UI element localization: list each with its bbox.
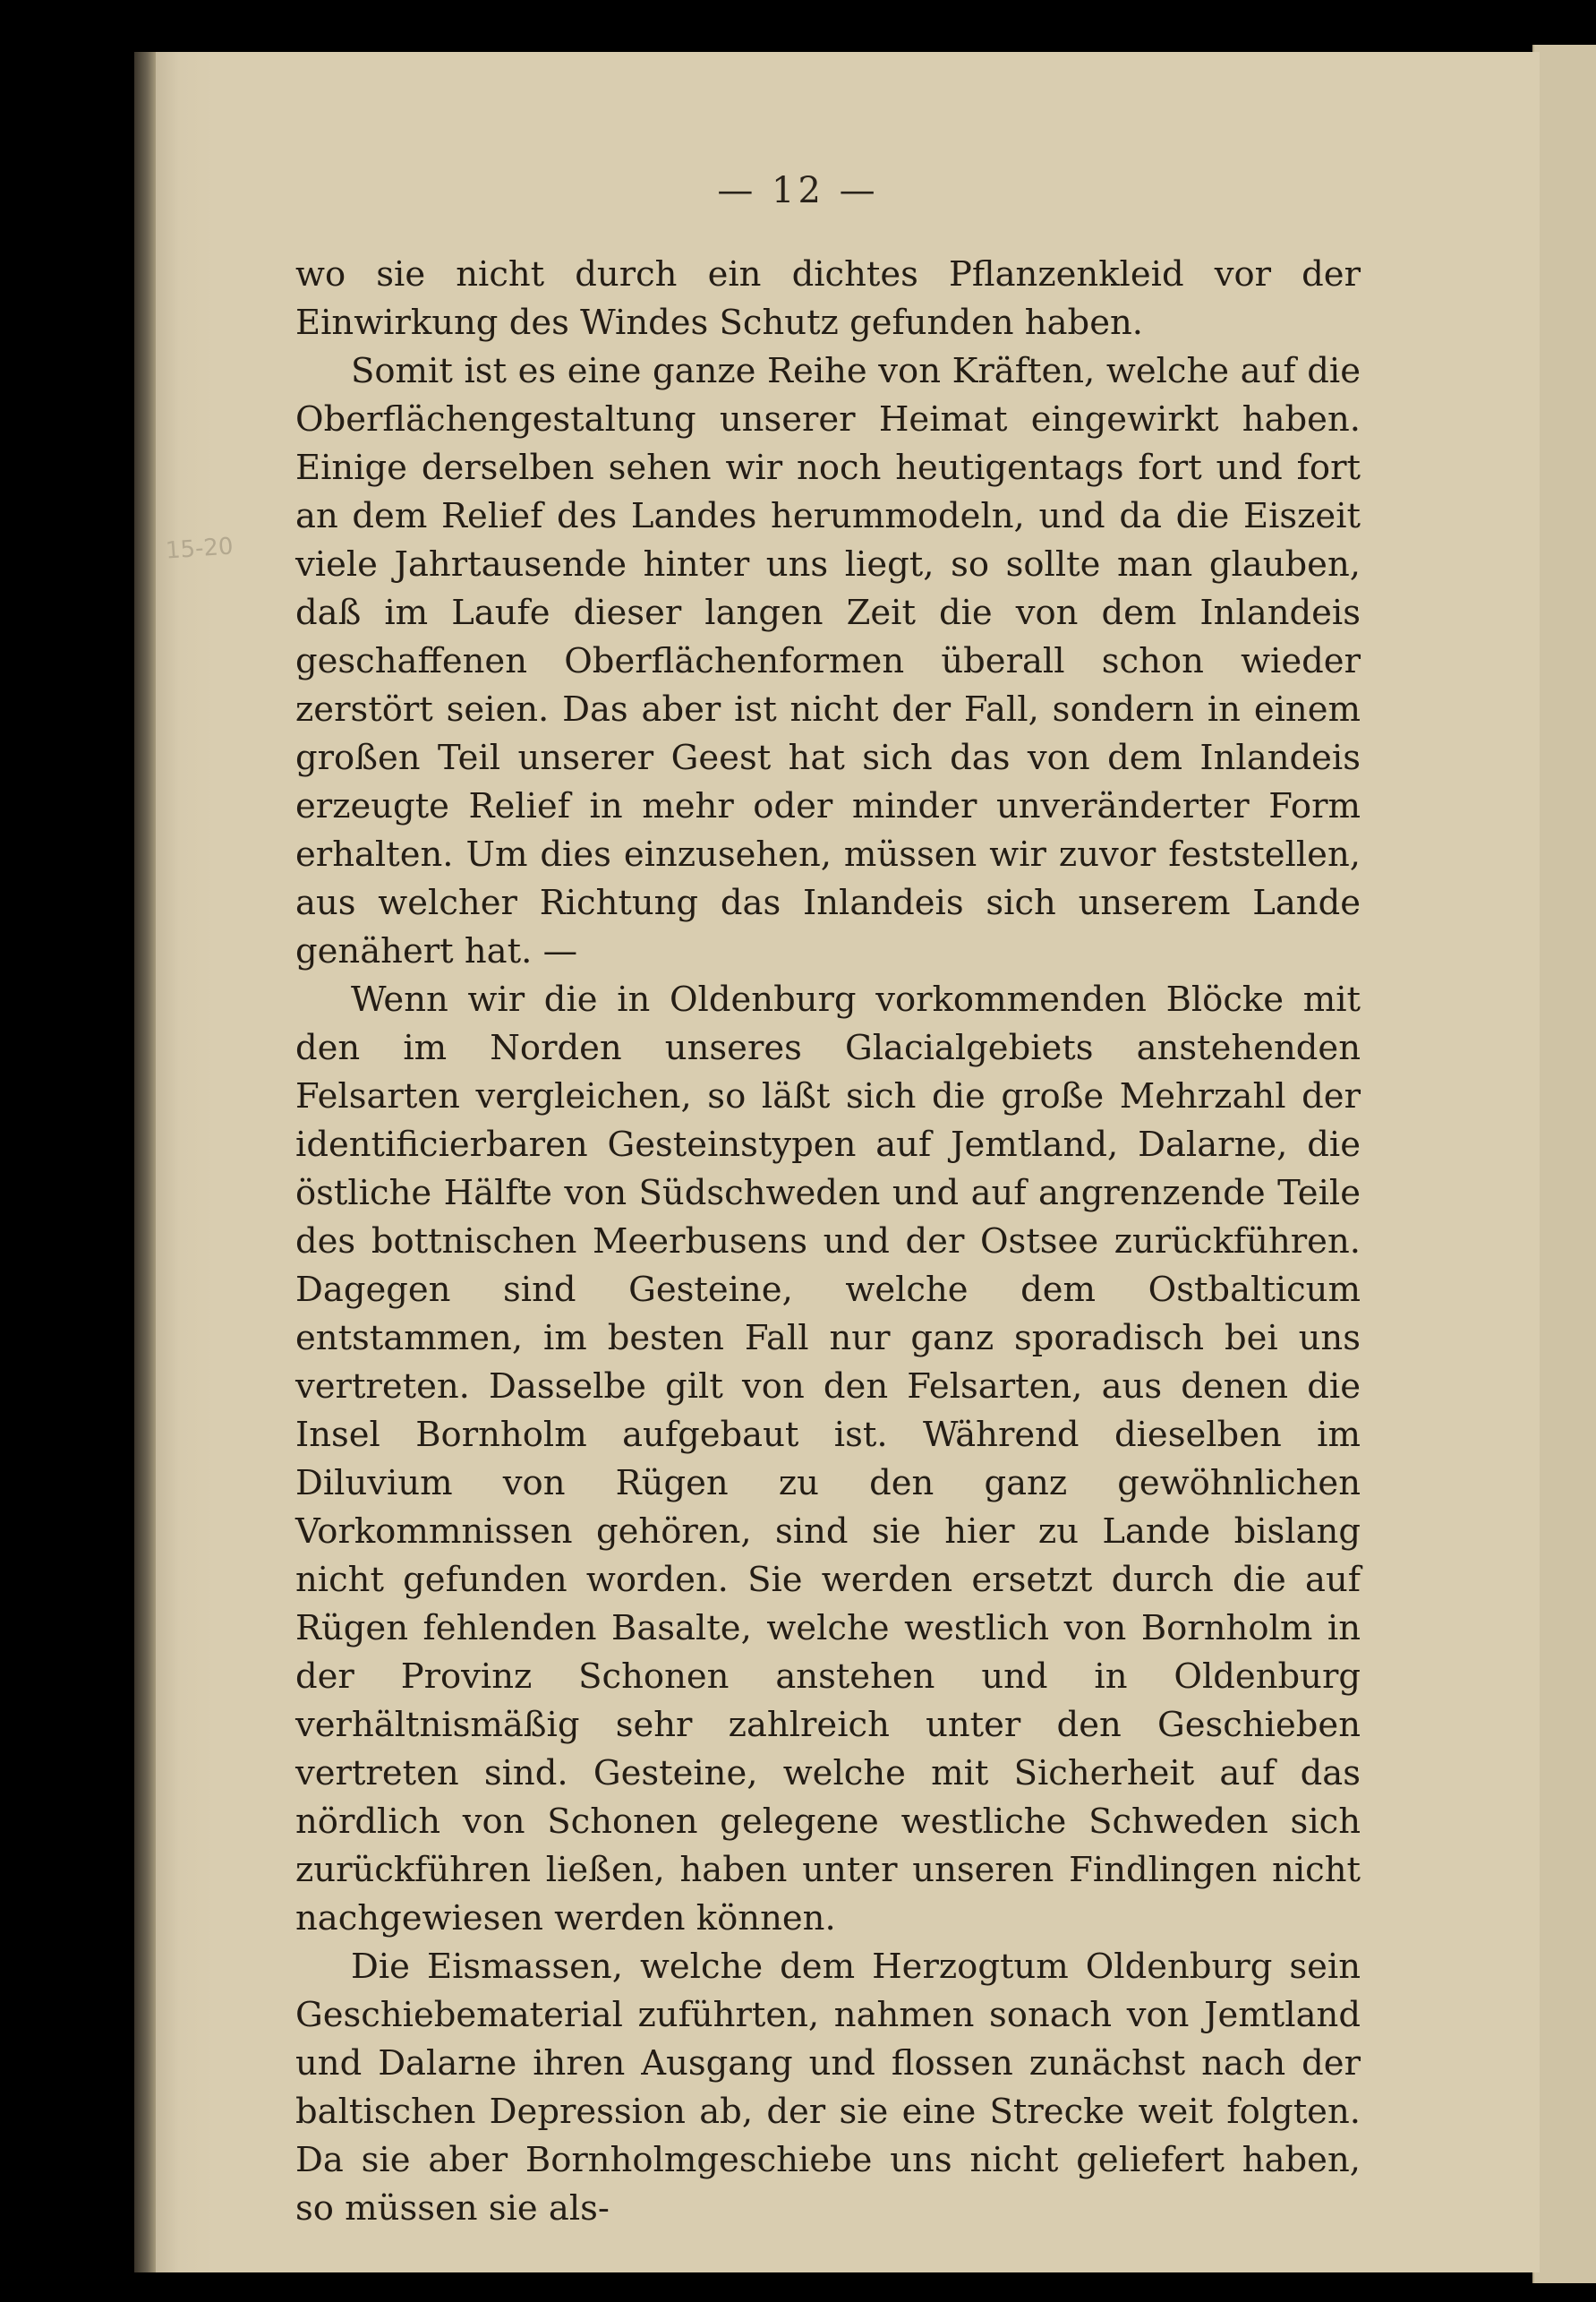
pencil-margin-note: 15-20 — [165, 533, 235, 565]
book-binding — [134, 52, 156, 2272]
paragraph-4: Die Eismassen, welche dem Herzogtum Oldenburg sein Geschiebematerial zuführten, nahmen sonach von Jemtland und Dalarne ihren Ausgang und flossen zunächst nach der baltischen Depression ab, der sie eine Strecke weit folgten. Da sie aber Bornholmgeschiebe uns nicht geliefert haben, so müssen sie als- — [295, 1947, 1361, 2229]
paragraph-1: wo sie nicht durch ein dichtes Pflanzenkleid vor der Einwirkung des Windes Schutz gefunden haben. — [295, 254, 1361, 343]
body-text — [295, 251, 1361, 2233]
paragraph-2: Somit ist es eine ganze Reihe von Kräften, welche auf die Oberflächengestaltung unserer Heimat eingewirkt haben. Einige derselben sehen wir noch heutigentags fort und fort an dem Relief des Landes herummodeln, und da die Eiszeit viele Jahrtausende hinter uns liegt, so sollte man glauben, daß im Laufe dieser langen Zeit die von dem Inlandeis geschaffenen Oberflächenformen überall schon wieder zerstört seien. Das aber ist nicht der Fall, sondern in einem großen Teil unserer Geest hat sich das von dem Inlandeis erzeugte Relief in mehr oder minder unveränderter Form erhalten. Um dies einzusehen, müssen wir zuvor feststellen, aus welcher Richtung das Inlandeis sich unserem Lande genähert hat. — — [295, 351, 1361, 971]
page-number: — 12 — — [717, 170, 879, 211]
next-page-edge — [1532, 45, 1596, 2283]
paragraph-3: Wenn wir die in Oldenburg vorkommenden Blöcke mit den im Norden unseres Glacialgebiets anstehenden Felsarten vergleichen, so läßt sich die große Mehrzahl der identificierbaren Gesteinstypen auf Jemtland, Dalarne, die östliche Hälfte von Südschweden und auf angrenzende Teile des bottnischen Meerbusens und der Ostsee zurückführen. Dagegen sind Gesteine, welche dem Ostbalticum entstammen, im besten Fall nur ganz sporadisch bei uns vertreten. Dasselbe gilt von den Felsarten, aus denen die Insel Bornholm aufgebaut ist. Während dieselben im Diluvium von Rügen zu den ganz gewöhnlichen Vorkommnissen gehören, sind sie hier zu Lande bislang nicht gefunden worden. Sie werden ersetzt durch die auf Rügen fehlenden Basalte, welche westlich von Bornholm in der Provinz Schonen anstehen und in Oldenburg verhältnismäßig sehr zahlreich unter den Geschieben vertreten sind. Gesteine, welche mit Sicherheit auf das nördlich von Schonen gelegene westliche Schweden sich zurückführen ließen, haben unter unseren Findlingen nicht nachgewiesen werden können. — [295, 980, 1361, 1938]
